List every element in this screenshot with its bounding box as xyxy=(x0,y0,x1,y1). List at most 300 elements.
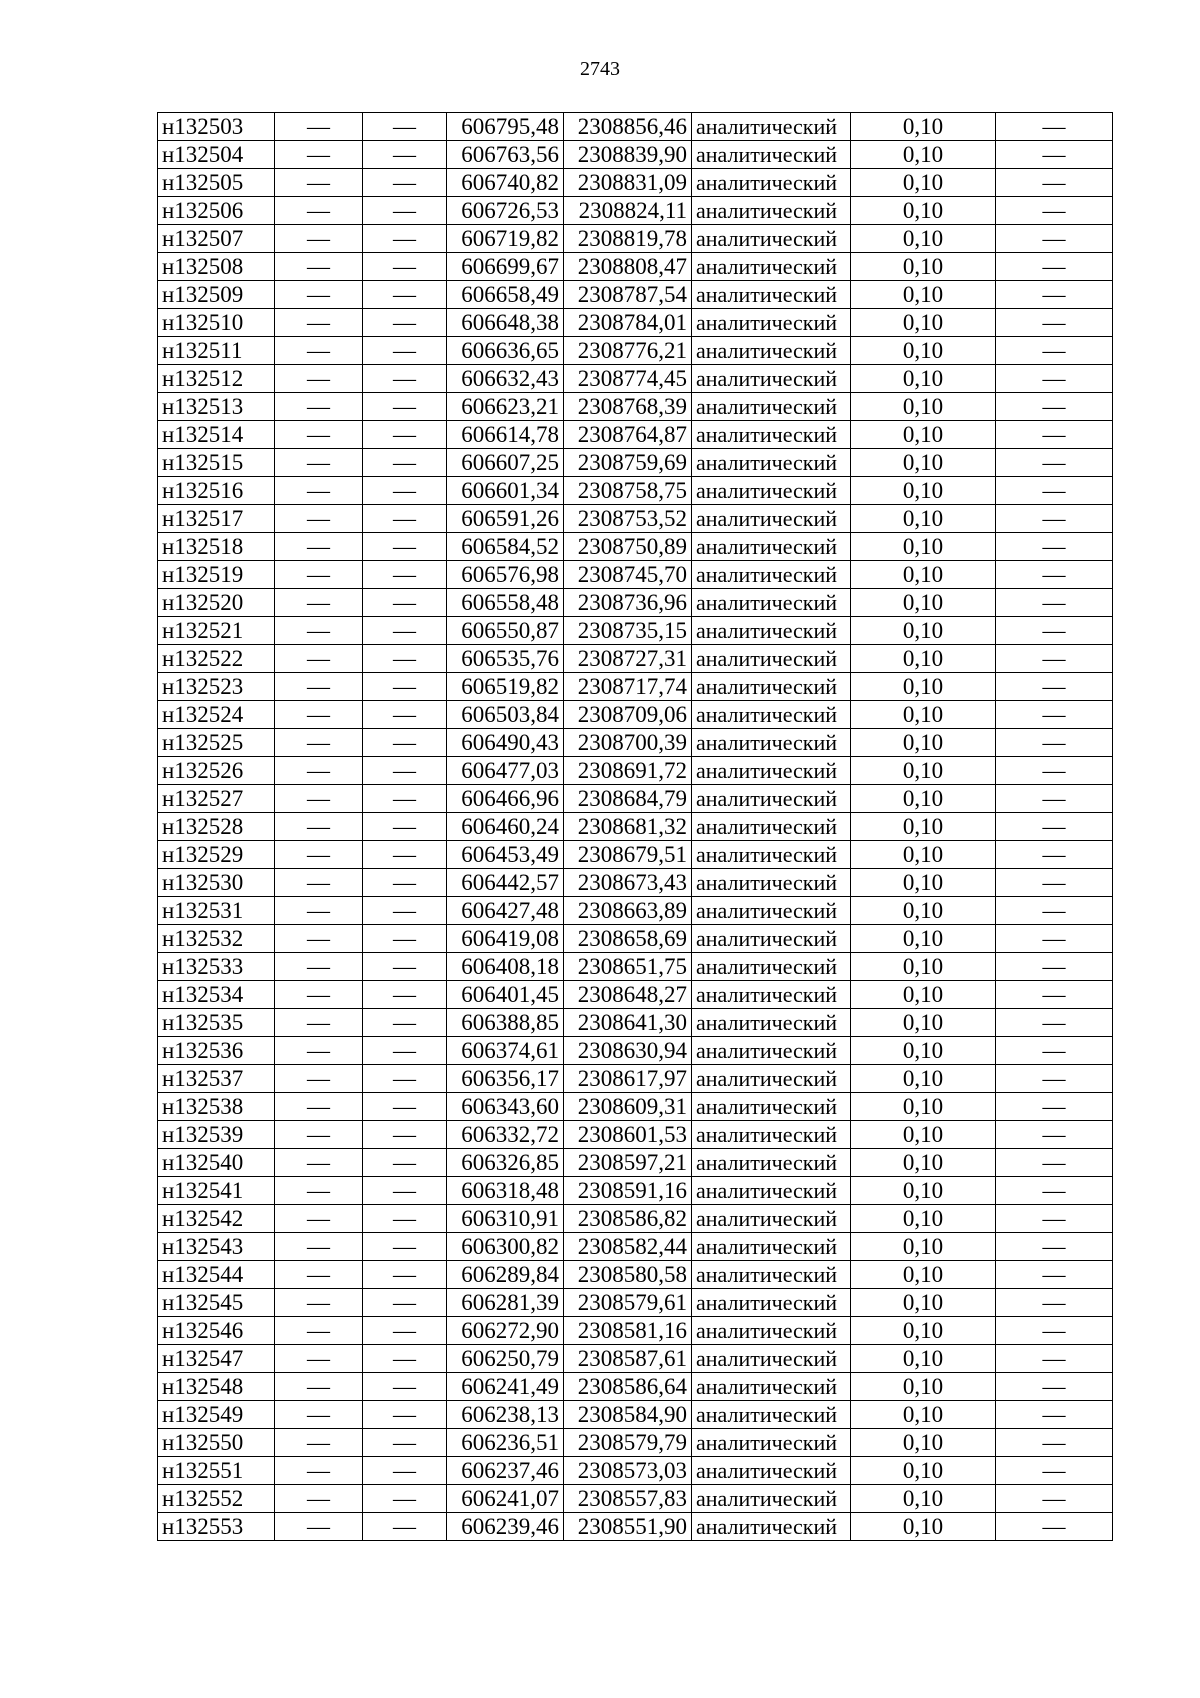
description-cell: — xyxy=(996,785,1113,813)
old-x-cell: — xyxy=(275,533,363,561)
description-cell: — xyxy=(996,113,1113,141)
y-coordinate-cell: 2308586,82 xyxy=(564,1205,692,1233)
method-cell: аналитический xyxy=(692,925,851,953)
old-x-cell: — xyxy=(275,113,363,141)
method-cell: аналитический xyxy=(692,953,851,981)
description-cell: — xyxy=(996,1485,1113,1513)
accuracy-cell: 0,10 xyxy=(851,925,996,953)
y-coordinate-cell: 2308736,96 xyxy=(564,589,692,617)
old-x-cell: — xyxy=(275,225,363,253)
method-cell: аналитический xyxy=(692,673,851,701)
method-cell: аналитический xyxy=(692,1205,851,1233)
description-cell: — xyxy=(996,1009,1113,1037)
y-coordinate-cell: 2308648,27 xyxy=(564,981,692,1009)
accuracy-cell: 0,10 xyxy=(851,1317,996,1345)
method-cell: аналитический xyxy=(692,337,851,365)
old-y-cell: — xyxy=(363,337,447,365)
table-row xyxy=(158,589,1113,617)
x-coordinate-cell: 606300,82 xyxy=(447,1233,564,1261)
x-coordinate-cell: 606238,13 xyxy=(447,1401,564,1429)
x-coordinate-cell: 606272,90 xyxy=(447,1317,564,1345)
table-row xyxy=(158,169,1113,197)
table-row xyxy=(158,1093,1113,1121)
old-y-cell: — xyxy=(363,1289,447,1317)
description-cell: — xyxy=(996,421,1113,449)
y-coordinate-cell: 2308819,78 xyxy=(564,225,692,253)
table-row xyxy=(158,841,1113,869)
x-coordinate-cell: 606318,48 xyxy=(447,1177,564,1205)
x-coordinate-cell: 606503,84 xyxy=(447,701,564,729)
y-coordinate-cell: 2308630,94 xyxy=(564,1037,692,1065)
accuracy-cell: 0,10 xyxy=(851,701,996,729)
method-cell: аналитический xyxy=(692,1485,851,1513)
x-coordinate-cell: 606419,08 xyxy=(447,925,564,953)
table-row xyxy=(158,449,1113,477)
point-name-cell: н132527 xyxy=(158,785,275,813)
x-coordinate-cell: 606453,49 xyxy=(447,841,564,869)
table-row xyxy=(158,645,1113,673)
accuracy-cell: 0,10 xyxy=(851,1065,996,1093)
description-cell: — xyxy=(996,1065,1113,1093)
point-name-cell: н132547 xyxy=(158,1345,275,1373)
y-coordinate-cell: 2308584,90 xyxy=(564,1401,692,1429)
point-name-cell: н132543 xyxy=(158,1233,275,1261)
point-name-cell: н132531 xyxy=(158,897,275,925)
old-x-cell: — xyxy=(275,169,363,197)
old-y-cell: — xyxy=(363,561,447,589)
table-row xyxy=(158,785,1113,813)
accuracy-cell: 0,10 xyxy=(851,841,996,869)
x-coordinate-cell: 606632,43 xyxy=(447,365,564,393)
table-row xyxy=(158,1037,1113,1065)
x-coordinate-cell: 606726,53 xyxy=(447,197,564,225)
old-x-cell: — xyxy=(275,561,363,589)
x-coordinate-cell: 606332,72 xyxy=(447,1121,564,1149)
x-coordinate-cell: 606614,78 xyxy=(447,421,564,449)
method-cell: аналитический xyxy=(692,729,851,757)
old-x-cell: — xyxy=(275,813,363,841)
accuracy-cell: 0,10 xyxy=(851,561,996,589)
table-row xyxy=(158,1261,1113,1289)
description-cell: — xyxy=(996,281,1113,309)
accuracy-cell: 0,10 xyxy=(851,1401,996,1429)
point-name-cell: н132551 xyxy=(158,1457,275,1485)
old-y-cell: — xyxy=(363,197,447,225)
old-y-cell: — xyxy=(363,1513,447,1541)
old-y-cell: — xyxy=(363,253,447,281)
y-coordinate-cell: 2308759,69 xyxy=(564,449,692,477)
point-name-cell: н132505 xyxy=(158,169,275,197)
accuracy-cell: 0,10 xyxy=(851,1009,996,1037)
point-name-cell: н132530 xyxy=(158,869,275,897)
old-x-cell: — xyxy=(275,729,363,757)
method-cell: аналитический xyxy=(692,421,851,449)
description-cell: — xyxy=(996,1317,1113,1345)
old-x-cell: — xyxy=(275,1485,363,1513)
y-coordinate-cell: 2308735,15 xyxy=(564,617,692,645)
x-coordinate-cell: 606310,91 xyxy=(447,1205,564,1233)
old-x-cell: — xyxy=(275,1009,363,1037)
x-coordinate-cell: 606250,79 xyxy=(447,1345,564,1373)
method-cell: аналитический xyxy=(692,365,851,393)
y-coordinate-cell: 2308758,75 xyxy=(564,477,692,505)
old-x-cell: — xyxy=(275,1121,363,1149)
description-cell: — xyxy=(996,1513,1113,1541)
accuracy-cell: 0,10 xyxy=(851,141,996,169)
x-coordinate-cell: 606408,18 xyxy=(447,953,564,981)
old-y-cell: — xyxy=(363,1065,447,1093)
table-row xyxy=(158,1233,1113,1261)
description-cell: — xyxy=(996,645,1113,673)
old-x-cell: — xyxy=(275,393,363,421)
table-row xyxy=(158,1009,1113,1037)
x-coordinate-cell: 606576,98 xyxy=(447,561,564,589)
old-y-cell: — xyxy=(363,1009,447,1037)
x-coordinate-cell: 606442,57 xyxy=(447,869,564,897)
x-coordinate-cell: 606763,56 xyxy=(447,141,564,169)
accuracy-cell: 0,10 xyxy=(851,533,996,561)
table-row xyxy=(158,1373,1113,1401)
x-coordinate-cell: 606460,24 xyxy=(447,813,564,841)
table-row xyxy=(158,1289,1113,1317)
old-x-cell: — xyxy=(275,1513,363,1541)
description-cell: — xyxy=(996,1373,1113,1401)
table-row xyxy=(158,953,1113,981)
table-row xyxy=(158,1457,1113,1485)
y-coordinate-cell: 2308753,52 xyxy=(564,505,692,533)
method-cell: аналитический xyxy=(692,1513,851,1541)
accuracy-cell: 0,10 xyxy=(851,505,996,533)
description-cell: — xyxy=(996,1093,1113,1121)
description-cell: — xyxy=(996,673,1113,701)
point-name-cell: н132537 xyxy=(158,1065,275,1093)
y-coordinate-cell: 2308839,90 xyxy=(564,141,692,169)
old-y-cell: — xyxy=(363,281,447,309)
x-coordinate-cell: 606623,21 xyxy=(447,393,564,421)
y-coordinate-cell: 2308573,03 xyxy=(564,1457,692,1485)
method-cell: аналитический xyxy=(692,1373,851,1401)
old-x-cell: — xyxy=(275,309,363,337)
old-x-cell: — xyxy=(275,141,363,169)
accuracy-cell: 0,10 xyxy=(851,253,996,281)
description-cell: — xyxy=(996,1289,1113,1317)
table-row xyxy=(158,309,1113,337)
point-name-cell: н132511 xyxy=(158,337,275,365)
description-cell: — xyxy=(996,1177,1113,1205)
x-coordinate-cell: 606648,38 xyxy=(447,309,564,337)
point-name-cell: н132541 xyxy=(158,1177,275,1205)
point-name-cell: н132535 xyxy=(158,1009,275,1037)
y-coordinate-cell: 2308808,47 xyxy=(564,253,692,281)
y-coordinate-cell: 2308727,31 xyxy=(564,645,692,673)
y-coordinate-cell: 2308700,39 xyxy=(564,729,692,757)
table-row xyxy=(158,505,1113,533)
accuracy-cell: 0,10 xyxy=(851,813,996,841)
method-cell: аналитический xyxy=(692,113,851,141)
description-cell: — xyxy=(996,981,1113,1009)
table-row xyxy=(158,365,1113,393)
method-cell: аналитический xyxy=(692,449,851,477)
y-coordinate-cell: 2308774,45 xyxy=(564,365,692,393)
description-cell: — xyxy=(996,1261,1113,1289)
method-cell: аналитический xyxy=(692,1037,851,1065)
old-x-cell: — xyxy=(275,617,363,645)
x-coordinate-cell: 606281,39 xyxy=(447,1289,564,1317)
description-cell: — xyxy=(996,729,1113,757)
table-row xyxy=(158,673,1113,701)
description-cell: — xyxy=(996,169,1113,197)
description-cell: — xyxy=(996,1457,1113,1485)
method-cell: аналитический xyxy=(692,1177,851,1205)
point-name-cell: н132516 xyxy=(158,477,275,505)
x-coordinate-cell: 606401,45 xyxy=(447,981,564,1009)
old-y-cell: — xyxy=(363,757,447,785)
method-cell: аналитический xyxy=(692,253,851,281)
x-coordinate-cell: 606388,85 xyxy=(447,1009,564,1037)
description-cell: — xyxy=(996,617,1113,645)
y-coordinate-cell: 2308709,06 xyxy=(564,701,692,729)
point-name-cell: н132512 xyxy=(158,365,275,393)
description-cell: — xyxy=(996,1149,1113,1177)
method-cell: аналитический xyxy=(692,813,851,841)
table-row xyxy=(158,813,1113,841)
method-cell: аналитический xyxy=(692,1457,851,1485)
old-y-cell: — xyxy=(363,533,447,561)
y-coordinate-cell: 2308582,44 xyxy=(564,1233,692,1261)
accuracy-cell: 0,10 xyxy=(851,1289,996,1317)
y-coordinate-cell: 2308587,61 xyxy=(564,1345,692,1373)
description-cell: — xyxy=(996,141,1113,169)
accuracy-cell: 0,10 xyxy=(851,1233,996,1261)
table-row xyxy=(158,1121,1113,1149)
old-x-cell: — xyxy=(275,1345,363,1373)
description-cell: — xyxy=(996,1429,1113,1457)
y-coordinate-cell: 2308768,39 xyxy=(564,393,692,421)
accuracy-cell: 0,10 xyxy=(851,617,996,645)
old-x-cell: — xyxy=(275,1401,363,1429)
description-cell: — xyxy=(996,1401,1113,1429)
old-y-cell: — xyxy=(363,1233,447,1261)
point-name-cell: н132540 xyxy=(158,1149,275,1177)
point-name-cell: н132508 xyxy=(158,253,275,281)
method-cell: аналитический xyxy=(692,309,851,337)
old-x-cell: — xyxy=(275,1261,363,1289)
old-x-cell: — xyxy=(275,421,363,449)
y-coordinate-cell: 2308617,97 xyxy=(564,1065,692,1093)
x-coordinate-cell: 606239,46 xyxy=(447,1513,564,1541)
point-name-cell: н132519 xyxy=(158,561,275,589)
accuracy-cell: 0,10 xyxy=(851,1429,996,1457)
table-row xyxy=(158,393,1113,421)
description-cell: — xyxy=(996,953,1113,981)
accuracy-cell: 0,10 xyxy=(851,1205,996,1233)
point-name-cell: н132510 xyxy=(158,309,275,337)
point-name-cell: н132545 xyxy=(158,1289,275,1317)
point-name-cell: н132514 xyxy=(158,421,275,449)
point-name-cell: н132525 xyxy=(158,729,275,757)
y-coordinate-cell: 2308856,46 xyxy=(564,113,692,141)
method-cell: аналитический xyxy=(692,897,851,925)
accuracy-cell: 0,10 xyxy=(851,1345,996,1373)
table-row xyxy=(158,533,1113,561)
method-cell: аналитический xyxy=(692,645,851,673)
point-name-cell: н132542 xyxy=(158,1205,275,1233)
description-cell: — xyxy=(996,365,1113,393)
accuracy-cell: 0,10 xyxy=(851,869,996,897)
table-row xyxy=(158,1149,1113,1177)
table-row xyxy=(158,197,1113,225)
x-coordinate-cell: 606289,84 xyxy=(447,1261,564,1289)
table-row xyxy=(158,253,1113,281)
method-cell: аналитический xyxy=(692,1401,851,1429)
old-x-cell: — xyxy=(275,1037,363,1065)
x-coordinate-cell: 606343,60 xyxy=(447,1093,564,1121)
old-x-cell: — xyxy=(275,785,363,813)
old-y-cell: — xyxy=(363,701,447,729)
method-cell: аналитический xyxy=(692,757,851,785)
old-y-cell: — xyxy=(363,841,447,869)
accuracy-cell: 0,10 xyxy=(851,1177,996,1205)
accuracy-cell: 0,10 xyxy=(851,1457,996,1485)
accuracy-cell: 0,10 xyxy=(851,673,996,701)
method-cell: аналитический xyxy=(692,505,851,533)
accuracy-cell: 0,10 xyxy=(851,981,996,1009)
description-cell: — xyxy=(996,841,1113,869)
point-name-cell: н132546 xyxy=(158,1317,275,1345)
description-cell: — xyxy=(996,925,1113,953)
old-y-cell: — xyxy=(363,589,447,617)
old-x-cell: — xyxy=(275,1317,363,1345)
table-row xyxy=(158,1401,1113,1429)
accuracy-cell: 0,10 xyxy=(851,785,996,813)
y-coordinate-cell: 2308580,58 xyxy=(564,1261,692,1289)
page-number: 2743 xyxy=(580,58,620,80)
accuracy-cell: 0,10 xyxy=(851,1513,996,1541)
description-cell: — xyxy=(996,1233,1113,1261)
point-name-cell: н132504 xyxy=(158,141,275,169)
method-cell: аналитический xyxy=(692,617,851,645)
old-y-cell: — xyxy=(363,1317,447,1345)
description-cell: — xyxy=(996,309,1113,337)
old-x-cell: — xyxy=(275,673,363,701)
x-coordinate-cell: 606740,82 xyxy=(447,169,564,197)
method-cell: аналитический xyxy=(692,701,851,729)
y-coordinate-cell: 2308764,87 xyxy=(564,421,692,449)
old-x-cell: — xyxy=(275,1289,363,1317)
table-row xyxy=(158,925,1113,953)
x-coordinate-cell: 606795,48 xyxy=(447,113,564,141)
method-cell: аналитический xyxy=(692,1345,851,1373)
old-y-cell: — xyxy=(363,225,447,253)
old-x-cell: — xyxy=(275,197,363,225)
old-y-cell: — xyxy=(363,645,447,673)
old-y-cell: — xyxy=(363,729,447,757)
old-x-cell: — xyxy=(275,645,363,673)
point-name-cell: н132506 xyxy=(158,197,275,225)
old-x-cell: — xyxy=(275,841,363,869)
point-name-cell: н132522 xyxy=(158,645,275,673)
old-x-cell: — xyxy=(275,1093,363,1121)
y-coordinate-cell: 2308609,31 xyxy=(564,1093,692,1121)
table-row xyxy=(158,1345,1113,1373)
method-cell: аналитический xyxy=(692,1233,851,1261)
old-y-cell: — xyxy=(363,1149,447,1177)
old-y-cell: — xyxy=(363,1485,447,1513)
table-row xyxy=(158,869,1113,897)
table-row xyxy=(158,981,1113,1009)
description-cell: — xyxy=(996,1205,1113,1233)
point-name-cell: н132503 xyxy=(158,113,275,141)
y-coordinate-cell: 2308824,11 xyxy=(564,197,692,225)
old-y-cell: — xyxy=(363,673,447,701)
old-x-cell: — xyxy=(275,281,363,309)
method-cell: аналитический xyxy=(692,841,851,869)
method-cell: аналитический xyxy=(692,281,851,309)
old-y-cell: — xyxy=(363,1177,447,1205)
method-cell: аналитический xyxy=(692,477,851,505)
y-coordinate-cell: 2308597,21 xyxy=(564,1149,692,1177)
old-y-cell: — xyxy=(363,1121,447,1149)
y-coordinate-cell: 2308551,90 xyxy=(564,1513,692,1541)
description-cell: — xyxy=(996,757,1113,785)
old-x-cell: — xyxy=(275,253,363,281)
accuracy-cell: 0,10 xyxy=(851,729,996,757)
y-coordinate-cell: 2308557,83 xyxy=(564,1485,692,1513)
accuracy-cell: 0,10 xyxy=(851,449,996,477)
x-coordinate-cell: 606241,07 xyxy=(447,1485,564,1513)
description-cell: — xyxy=(996,869,1113,897)
point-name-cell: н132536 xyxy=(158,1037,275,1065)
y-coordinate-cell: 2308681,32 xyxy=(564,813,692,841)
old-y-cell: — xyxy=(363,981,447,1009)
table-row xyxy=(158,1177,1113,1205)
old-x-cell: — xyxy=(275,337,363,365)
point-name-cell: н132517 xyxy=(158,505,275,533)
old-x-cell: — xyxy=(275,897,363,925)
accuracy-cell: 0,10 xyxy=(851,897,996,925)
x-coordinate-cell: 606477,03 xyxy=(447,757,564,785)
method-cell: аналитический xyxy=(692,1429,851,1457)
y-coordinate-cell: 2308651,75 xyxy=(564,953,692,981)
old-x-cell: — xyxy=(275,953,363,981)
table-row xyxy=(158,477,1113,505)
accuracy-cell: 0,10 xyxy=(851,281,996,309)
point-name-cell: н132518 xyxy=(158,533,275,561)
table-row xyxy=(158,1429,1113,1457)
x-coordinate-cell: 606658,49 xyxy=(447,281,564,309)
accuracy-cell: 0,10 xyxy=(851,365,996,393)
point-name-cell: н132533 xyxy=(158,953,275,981)
point-name-cell: н132529 xyxy=(158,841,275,869)
table-row xyxy=(158,561,1113,589)
accuracy-cell: 0,10 xyxy=(851,757,996,785)
table-row xyxy=(158,225,1113,253)
old-y-cell: — xyxy=(363,365,447,393)
point-name-cell: н132507 xyxy=(158,225,275,253)
old-y-cell: — xyxy=(363,393,447,421)
method-cell: аналитический xyxy=(692,533,851,561)
x-coordinate-cell: 606607,25 xyxy=(447,449,564,477)
accuracy-cell: 0,10 xyxy=(851,645,996,673)
x-coordinate-cell: 606699,67 xyxy=(447,253,564,281)
method-cell: аналитический xyxy=(692,981,851,1009)
x-coordinate-cell: 606519,82 xyxy=(447,673,564,701)
old-y-cell: — xyxy=(363,617,447,645)
y-coordinate-cell: 2308750,89 xyxy=(564,533,692,561)
old-x-cell: — xyxy=(275,701,363,729)
old-y-cell: — xyxy=(363,813,447,841)
point-name-cell: н132523 xyxy=(158,673,275,701)
